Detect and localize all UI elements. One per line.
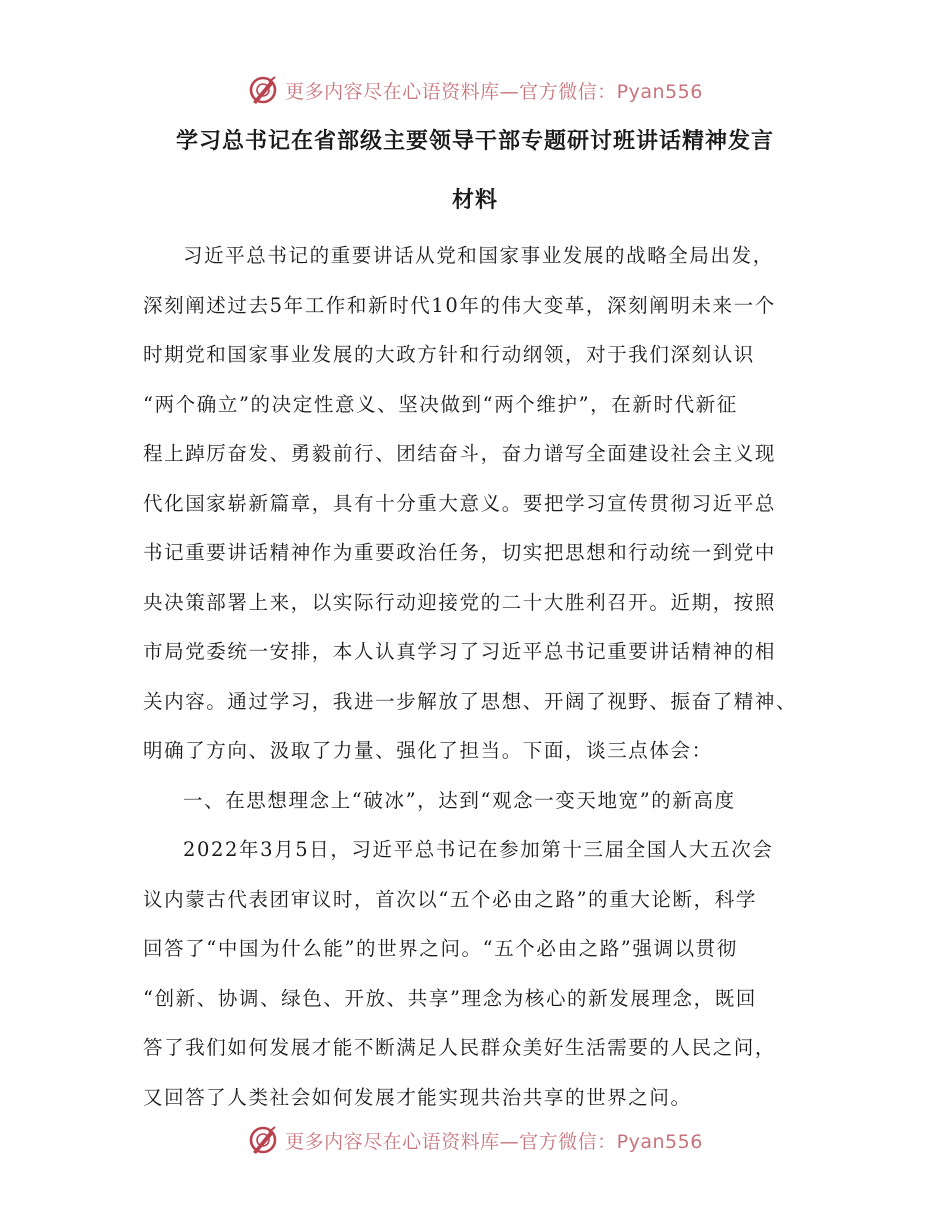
document-body xyxy=(143,231,803,1122)
body-line: 关内容。通过学习，我进一步解放了思想、开阔了视野、振奋了精神、 xyxy=(143,689,798,713)
body-line: 习近平总书记的重要讲话从党和国家事业发展的战略全局出发， xyxy=(183,244,774,267)
body-line: 市局党委统一安排，本人认真学习了习近平总书记重要讲话精神的相 xyxy=(143,640,777,663)
body-line: 议内蒙古代表团审议时，首次以“五个必由之路”的重大论断，科学 xyxy=(143,887,757,911)
body-line: 答了我们如何发展才能不断满足人民群众美好生活需要的人民之问， xyxy=(143,1036,777,1059)
body-line: 明确了方向、汲取了力量、强化了担当。下面，谈三点体会： xyxy=(143,739,713,762)
body-line: 书记重要讲话精神作为重要政治任务，切实把思想和行动统一到党中 xyxy=(143,541,777,564)
body-line: “两个确立”的决定性意义、坚决做到“两个维护”，在新时代新征 xyxy=(143,392,738,416)
section-heading: 一、在思想理念上“破冰”，达到“观念一变天地宽”的新高度 xyxy=(183,788,736,812)
body-line: 时期党和国家事业发展的大政方针和行动纲领，对于我们深刻认识 xyxy=(143,343,755,366)
body-line: 代化国家崭新篇章，具有十分重大意义。要把学习宣传贯彻习近平总 xyxy=(143,491,777,515)
body-line: 又回答了人类社会如何发展才能实现共治共享的世界之问。 xyxy=(143,1085,692,1109)
document-title-line-2: 材料 xyxy=(451,188,498,213)
footer-banner xyxy=(0,1120,950,1160)
quill-logo-icon xyxy=(247,74,279,106)
body-line: 深刻阐述过去5年工作和新时代10年的伟大变革，深刻阐明未来一个 xyxy=(143,293,776,317)
body-line: “创新、协调、绿色、开放、共享”理念为核心的新发展理念，既回 xyxy=(143,986,757,1010)
header-banner-text: 更多内容尽在心语资料库—官方微信：Pyan556 xyxy=(285,80,703,103)
header-banner xyxy=(0,70,950,110)
body-line: 程上踔厉奋发、勇毅前行、团结奋斗，奋力谱写全面建设社会主义现 xyxy=(143,442,777,465)
body-line: 2022年3月5日，习近平总书记在参加第十三届全国人大五次会 xyxy=(183,838,774,861)
document-title-line-1: 学习总书记在省部级主要领导干部专题研讨班讲话精神发言 xyxy=(175,129,774,154)
quill-logo-icon xyxy=(247,1124,279,1156)
footer-banner-text: 更多内容尽在心语资料库—官方微信：Pyan556 xyxy=(285,1130,703,1153)
body-line: 央决策部署上来，以实际行动迎接党的二十大胜利召开。近期，按照 xyxy=(143,590,777,614)
body-line: 回答了“中国为什么能”的世界之问。“五个必由之路”强调以贯彻 xyxy=(143,937,738,960)
